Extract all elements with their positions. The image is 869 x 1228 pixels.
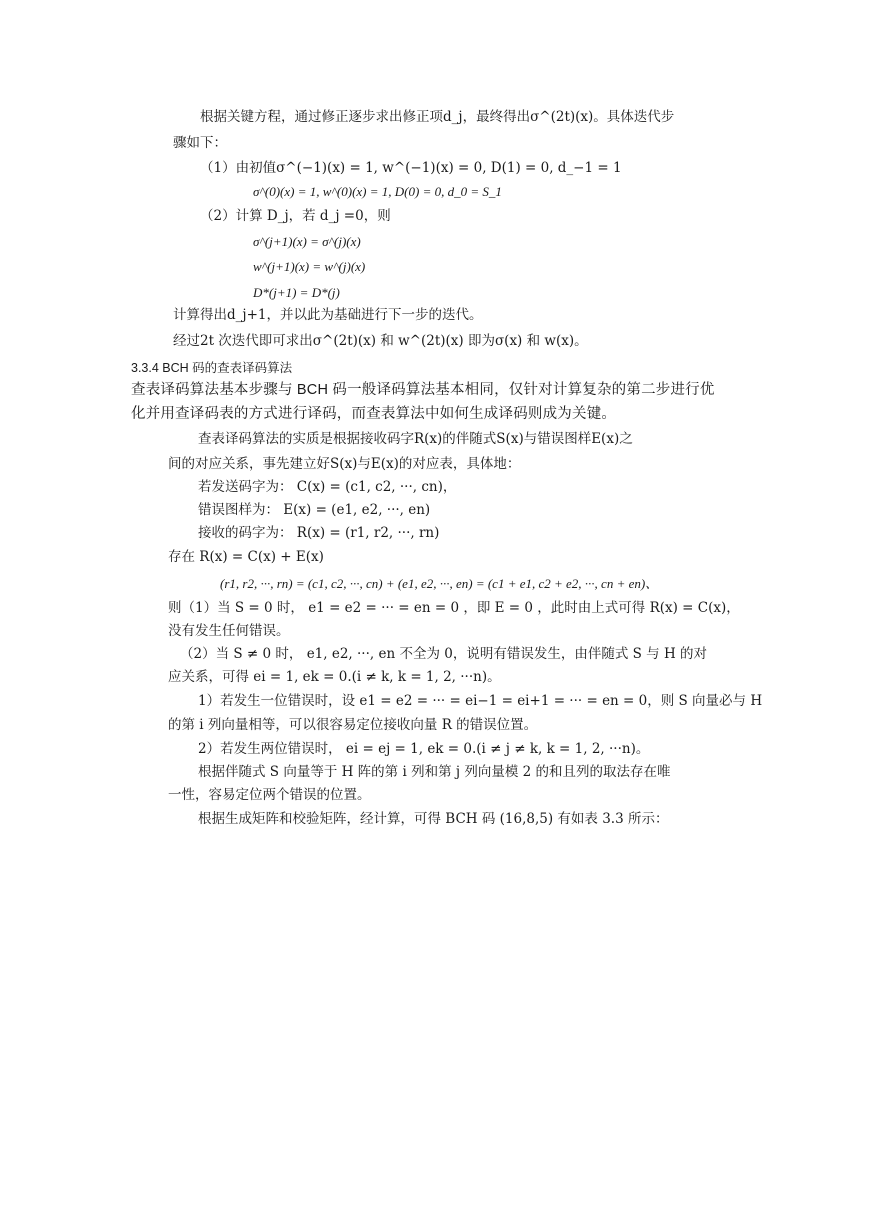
- formula-line: σ^(0)(x) = 1, w^(0)(x) = 1, D(0) = 0, d_0 = S_1: [253, 184, 502, 199]
- text-line: 查表译码算法基本步骤与 BCH 码一般译码算法基本相同，仅针对计算复杂的第二步进行优: [131, 382, 715, 398]
- text-line: 化并用查译码表的方式进行译码，而查表算法中如何生成译码则成为关键。: [131, 406, 617, 422]
- text-line: 一性，容易定位两个错误的位置。: [168, 787, 371, 803]
- text-line: 1）若发生一位错误时，设 e1 = e2 = ··· = ei−1 = ei+1 = ··· = en = 0，则 S 向量必与 H: [198, 693, 763, 709]
- text-line: 没有发生任何错误。: [168, 623, 290, 639]
- text-line: 查表译码算法的实质是根据接收码字R(x)的伴随式S(x)与错误图样E(x)之: [198, 431, 633, 447]
- text-line: （2）计算 D_j，若 d_j =0，则: [200, 208, 391, 224]
- text-line: 根据伴随式 S 向量等于 H 阵的第 i 列和第 j 列向量模 2 的和且列的取法存在唯: [198, 764, 671, 780]
- formula-line: D*(j+1) = D*(j): [253, 285, 340, 300]
- text-line: （2）当 S ≠ 0 时， e1, e2, ···, en 不全为 0，说明有错误发生，由伴随式 S 与 H 的对: [180, 646, 708, 662]
- text-line: 应关系，可得 ei = 1, ek = 0.(i ≠ k, k = 1, 2, ···n)。: [168, 669, 501, 685]
- text-line: 2）若发生两位错误时， ei = ej = 1, ek = 0.(i ≠ j ≠ k, k = 1, 2, ···n)。: [198, 741, 650, 757]
- text-line: 计算得出d_j+1，并以此为基础进行下一步的迭代。: [173, 307, 483, 323]
- text-line: 经过2t 次迭代即可求出σ^(2t)(x) 和 w^(2t)(x) 即为σ(x) 和 w(x)。: [173, 333, 588, 349]
- formula-line: σ^(j+1)(x) = σ^(j)(x): [253, 234, 361, 249]
- text-line: 错误图样为： E(x) = (e1, e2, ···, en): [198, 502, 431, 518]
- text-line: 若发送码字为： C(x) = (c1, c2, ···, cn)，: [198, 479, 457, 495]
- text-line: 根据关键方程，通过修正逐步求出修正项d_j，最终得出σ^(2t)(x)。具体迭代步: [200, 109, 675, 125]
- text-line: 接收的码字为： R(x) = (r1, r2, ···, rn): [198, 525, 440, 541]
- formula-line: (r1, r2, ···, rn) = (c1, c2, ···, cn) + (e1, e2, ···, en) = (c1 + e1, c2 + e2, ···, cn + en)、: [220, 576, 659, 591]
- text-line: 间的对应关系，事先建立好S(x)与E(x)的对应表，具体地：: [168, 456, 521, 472]
- text-line: 的第 i 列向量相等，可以很容易定位接收向量 R 的错误位置。: [168, 717, 538, 733]
- text-line: 则（1）当 S = 0 时， e1 = e2 = ··· = en = 0 ，即 E = 0 ，此时由上式可得 R(x) = C(x)，: [168, 600, 740, 616]
- text-line: 根据生成矩阵和校验矩阵，经计算，可得 BCH 码 (16,8,5) 有如表 3.3 所示：: [198, 811, 669, 827]
- text-line: 存在 R(x) = C(x) + E(x): [168, 549, 324, 565]
- section-heading: 3.3.4 BCH 码的查表译码算法: [131, 361, 293, 375]
- text-line: 骤如下：: [173, 135, 227, 151]
- formula-line: w^(j+1)(x) = w^(j)(x): [253, 259, 366, 274]
- text-line: （1）由初值σ^(−1)(x) = 1, w^(−1)(x) = 0, D(1) = 0, d_−1 = 1: [200, 160, 622, 176]
